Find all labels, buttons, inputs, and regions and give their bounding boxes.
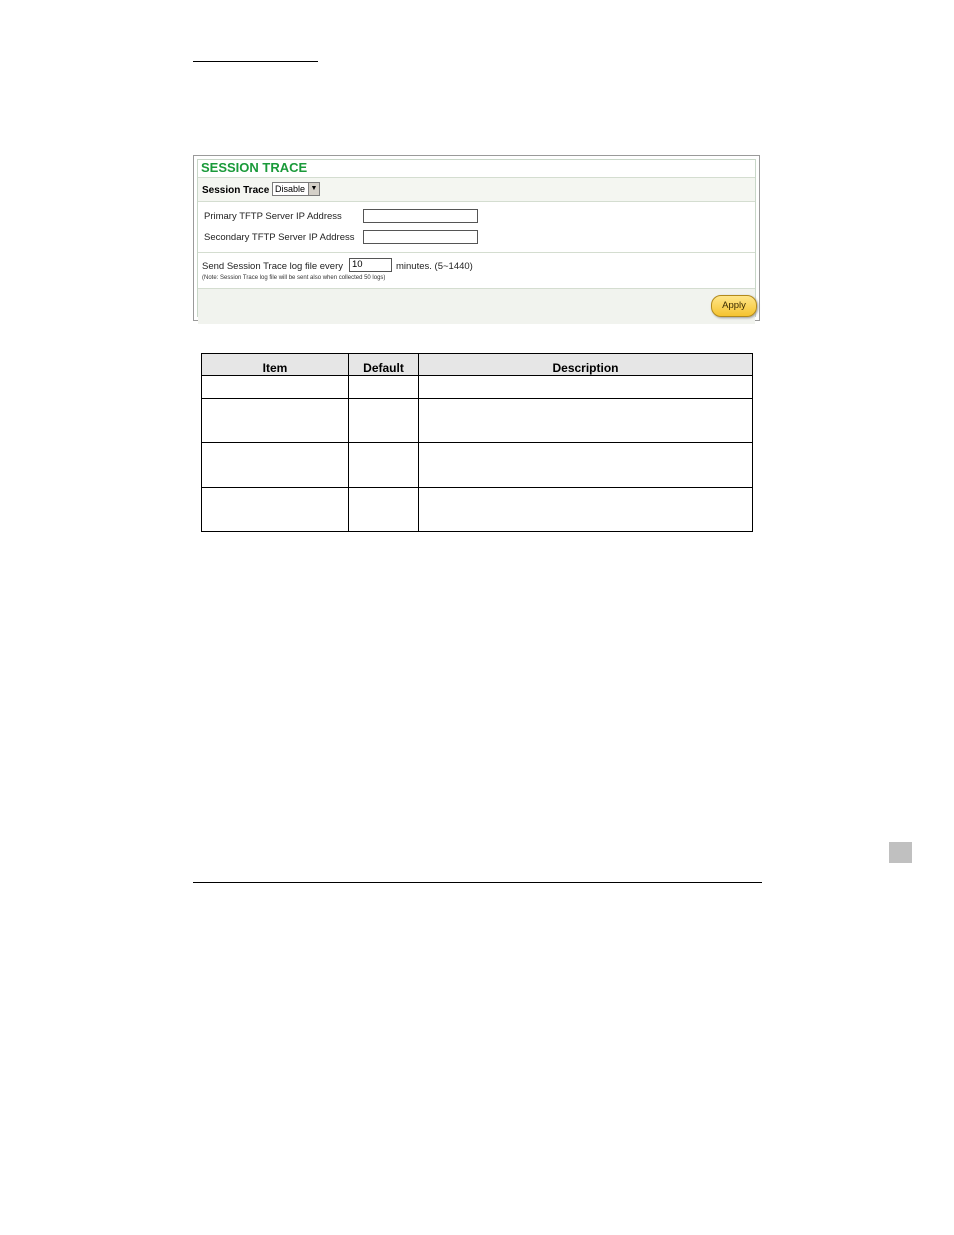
table-header-row	[202, 354, 753, 376]
table-cell	[349, 399, 419, 443]
table-cell	[419, 399, 753, 443]
secondary-tftp-input[interactable]	[363, 230, 478, 244]
header-default: Default	[349, 354, 419, 376]
table-row	[202, 488, 753, 532]
table-cell	[202, 399, 349, 443]
table-row	[202, 443, 753, 488]
secondary-tftp-label: Secondary TFTP Server IP Address	[204, 232, 355, 243]
tftp-server-row	[198, 202, 755, 253]
table-cell	[349, 376, 419, 399]
note-text: (Note: Session Trace log file will be sent also when collected 50 logs)	[202, 275, 386, 281]
minutes-label: minutes. (5~1440)	[396, 261, 473, 272]
panel-frame	[197, 159, 756, 317]
table-cell	[202, 488, 349, 532]
primary-tftp-label: Primary TFTP Server IP Address	[204, 211, 342, 222]
table-cell	[349, 488, 419, 532]
table-cell	[202, 443, 349, 488]
apply-row	[198, 289, 755, 324]
table-row	[202, 399, 753, 443]
header-item: Item	[202, 354, 349, 376]
apply-button[interactable]: Apply	[711, 295, 757, 317]
session-trace-label: Session Trace	[202, 185, 270, 196]
table-cell	[419, 376, 753, 399]
send-interval-row	[198, 253, 755, 289]
session-trace-selected-value: Disable	[275, 184, 306, 194]
table-cell	[419, 488, 753, 532]
session-trace-select[interactable]	[272, 182, 320, 196]
side-tab-marker	[889, 842, 912, 863]
header-description: Description	[419, 354, 753, 376]
bottom-rule	[193, 882, 762, 883]
table-cell	[419, 443, 753, 488]
primary-tftp-input[interactable]	[363, 209, 478, 223]
interval-input[interactable]: 10	[349, 258, 392, 272]
top-rule	[193, 61, 318, 62]
send-interval-label: Send Session Trace log file every	[202, 261, 343, 272]
dropdown-arrow-icon[interactable]: ▼	[308, 183, 319, 195]
session-trace-panel	[193, 155, 760, 321]
table-cell	[349, 443, 419, 488]
table-row	[202, 376, 753, 399]
table-cell	[202, 376, 349, 399]
session-trace-row	[198, 177, 755, 202]
panel-title: SESSION TRACE	[201, 160, 308, 175]
description-table	[201, 353, 753, 532]
